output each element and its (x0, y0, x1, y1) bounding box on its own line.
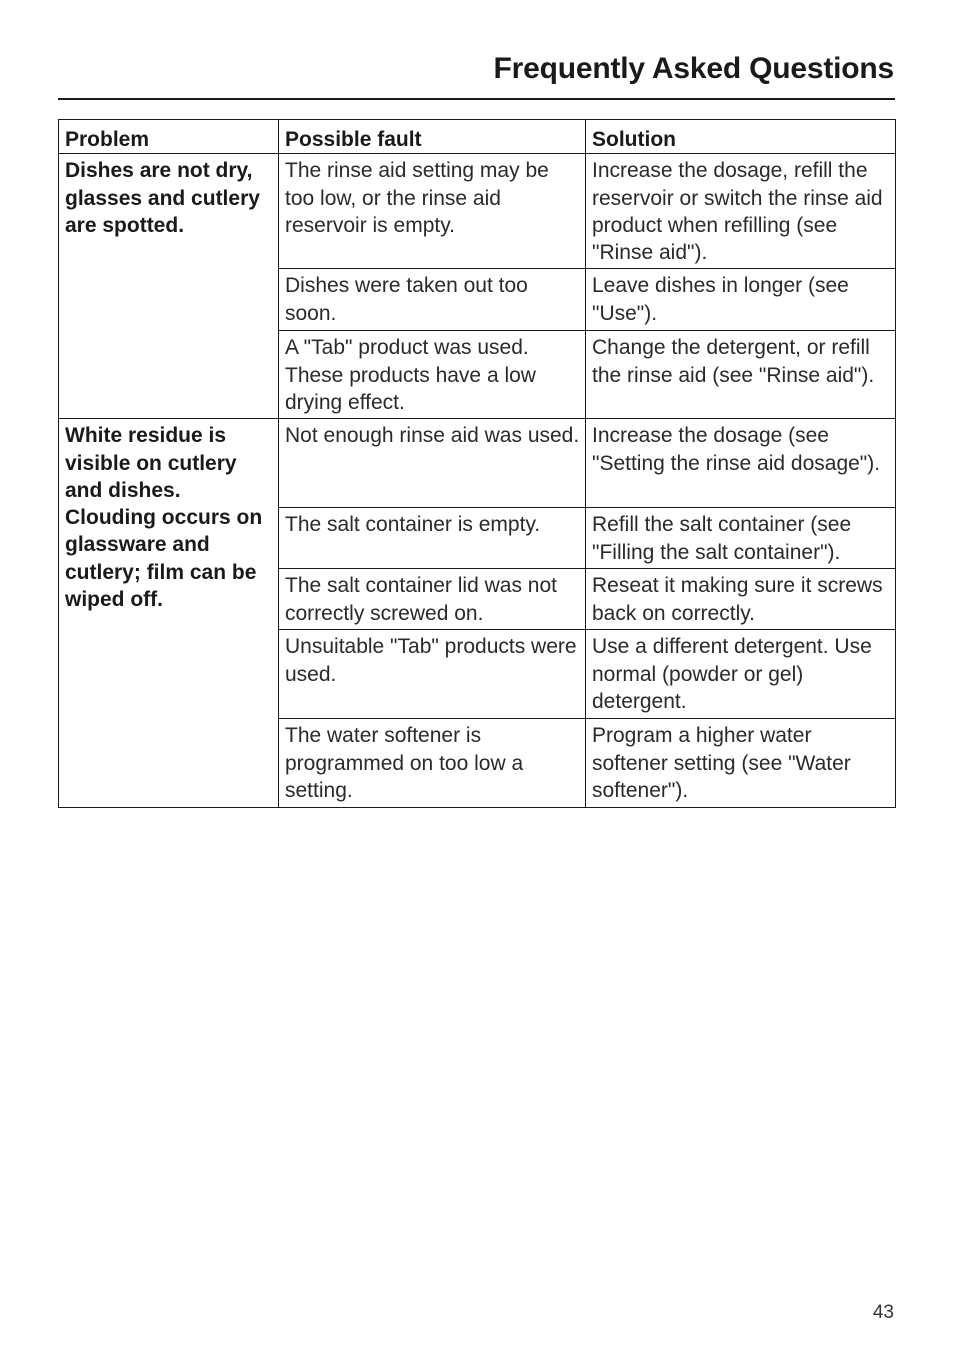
page-title: Frequently Asked Questions (493, 52, 894, 85)
table-row (59, 154, 896, 269)
fault-cell: The water softener is programmed on too low a setting. (279, 719, 586, 808)
faq-table (58, 119, 896, 808)
solution-cell: Increase the dosage, refill the reservoir or switch the rinse aid product when refilling (see "Rinse aid"). (586, 154, 896, 269)
solution-cell: Leave dishes in longer (see "Use"). (586, 269, 896, 331)
solution-cell: Program a higher water softener setting (see "Water softener"). (586, 719, 896, 808)
fault-cell: A "Tab" product was used. These products have a low drying effect. (279, 331, 586, 419)
fault-cell: The salt container lid was not correctly screwed on. (279, 569, 586, 630)
solution-cell: Increase the dosage (see "Setting the rinse aid dosage"). (586, 419, 896, 508)
problem-cell: White residue is visible on cutlery and dishes. Clouding occurs on glassware and cutlery; film can be wiped off. (59, 419, 279, 808)
solution-cell: Change the detergent, or refill the rinse aid (see "Rinse aid"). (586, 331, 896, 419)
fault-cell: Dishes were taken out too soon. (279, 269, 586, 331)
header-solution: Solution (586, 120, 896, 154)
solution-cell: Use a different detergent. Use normal (powder or gel) detergent. (586, 630, 896, 719)
solution-cell: Reseat it making sure it screws back on correctly. (586, 569, 896, 630)
table-header-row (59, 120, 896, 154)
solution-cell: Refill the salt container (see "Filling the salt container"). (586, 508, 896, 569)
header-possible-fault: Possible fault (279, 120, 586, 154)
fault-cell: The rinse aid setting may be too low, or the rinse aid reservoir is empty. (279, 154, 586, 269)
problem-cell: Dishes are not dry, glasses and cutlery are spotted. (59, 154, 279, 419)
table-row (59, 419, 896, 508)
header-problem: Problem (59, 120, 279, 154)
fault-cell: Not enough rinse aid was used. (279, 419, 586, 508)
fault-cell: Unsuitable "Tab" products were used. (279, 630, 586, 719)
title-divider (58, 98, 895, 100)
page-number: 43 (872, 1302, 894, 1323)
fault-cell: The salt container is empty. (279, 508, 586, 569)
